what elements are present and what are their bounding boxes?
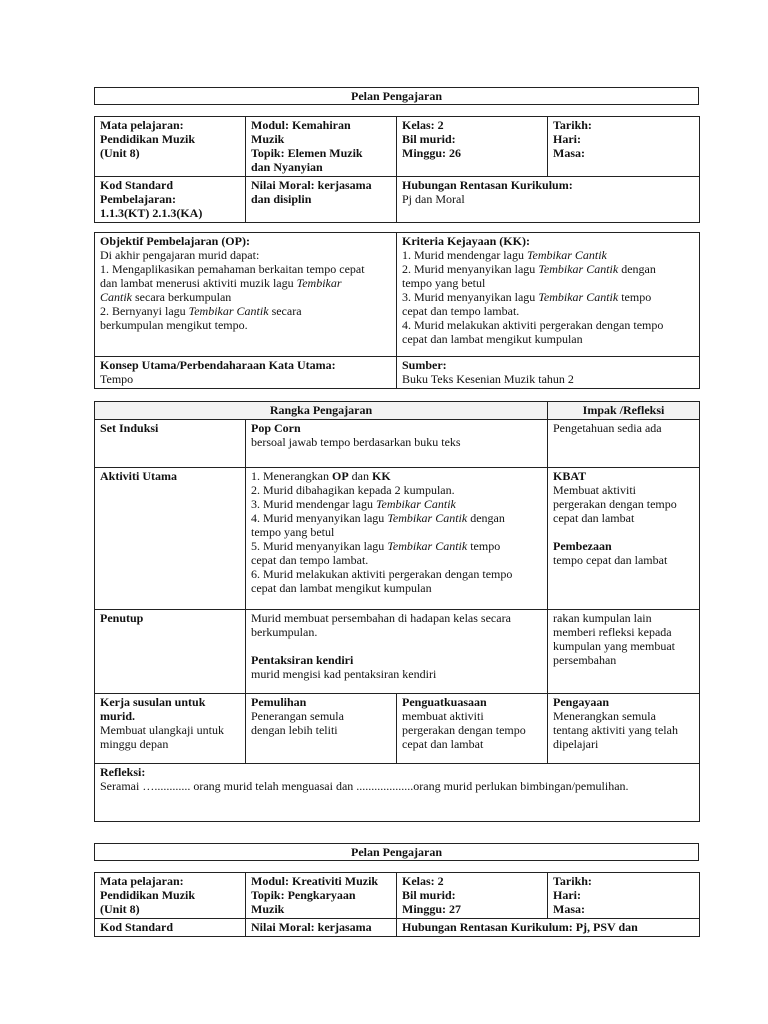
- self-assessment-label: Pentaksiran kendiri: [251, 653, 354, 667]
- moral-cell: [246, 177, 397, 223]
- set-induction-desc: bersoal jawab tempo berdasarkan buku teks: [251, 435, 461, 449]
- remedial-line-1: Penerangan semula: [251, 709, 344, 723]
- kk-3b: cepat dan tempo lambat.: [402, 304, 520, 318]
- source-value: Buku Teks Kesenian Muzik tahun 2: [402, 372, 574, 386]
- op-2b: berkumpulan mengikut tempo.: [100, 318, 248, 332]
- time-label: Masa:: [553, 146, 585, 160]
- main-activity-impact: [548, 468, 700, 610]
- plan2-week: Minggu: 27: [402, 902, 462, 916]
- plan2-date-cell: [548, 873, 700, 919]
- kbat-line-1: Membuat aktiviti: [553, 483, 636, 497]
- follow-up-desc-1: Membuat ulangkaji untuk: [100, 723, 224, 737]
- song-title: Tembikar Cantik: [188, 304, 269, 318]
- closure-impact: [548, 610, 700, 694]
- remedial-line-2: dengan lebih teliti: [251, 723, 338, 737]
- plan2-info-table: [94, 872, 700, 937]
- module-line-1: Modul: Kemahiran: [251, 118, 351, 132]
- main-step-5b: cepat dan tempo lambat.: [251, 553, 369, 567]
- class-cell: [397, 117, 548, 177]
- op-2a: 2. Bernyanyi lagu Tembikar Cantik secara: [100, 304, 302, 318]
- song-title: Tembikar Cantik: [375, 497, 456, 511]
- set-induction-impact: Pengetahuan sedia ada: [548, 420, 700, 468]
- kk-2: 2. Murid menyanyikan lagu Tembikar Cantik dengan: [402, 262, 656, 276]
- cross-curriculum-value: Pj dan Moral: [402, 192, 465, 206]
- song-title: Tembikar: [296, 276, 342, 290]
- enrichment-line-1: Menerangkan semula: [553, 709, 656, 723]
- reinforcement-line-1: membuat aktiviti: [402, 709, 484, 723]
- remedial-label: Pemulihan: [251, 695, 307, 709]
- subject-unit: (Unit 8): [100, 146, 140, 160]
- plan2-moral: Nilai Moral: kerjasama: [246, 919, 397, 937]
- remedial-cell: [246, 694, 397, 764]
- plan2-title-bar: [94, 843, 699, 861]
- standard-line-2: Pembelajaran:: [100, 192, 176, 206]
- kk-3: 3. Murid menyanyikan lagu Tembikar Cantik tempo: [402, 290, 652, 304]
- module-line-2: Muzik: [251, 132, 285, 146]
- plan2-day: Hari:: [553, 888, 581, 902]
- framework-header: Rangka Pengajaran: [95, 402, 548, 420]
- framework-table: [94, 401, 700, 822]
- plan2-topic-1: Topik: Pengkaryaan: [251, 888, 356, 902]
- song-title: Cantik: [100, 290, 132, 304]
- kk-1: 1. Murid mendengar lagu Tembikar Cantik: [402, 248, 607, 262]
- main-step-6a: 6. Murid melakukan aktiviti pergerakan dengan tempo: [251, 567, 513, 581]
- standard-cell: [95, 177, 246, 223]
- closure-impact-3: kumpulan yang membuat: [553, 639, 675, 653]
- closure-line-2: berkumpulan.: [251, 625, 318, 639]
- song-title: Tembikar Cantik: [387, 539, 468, 553]
- closure-label: Penutup: [95, 610, 246, 694]
- main-step-6b: cepat dan lambat mengikut kumpulan: [251, 581, 432, 595]
- plan1-info-table: [94, 116, 700, 223]
- plan2-standard: Kod Standard: [95, 919, 246, 937]
- main-step-5: 5. Murid menyanyikan lagu Tembikar Cantik tempo: [251, 539, 501, 553]
- follow-up-label-1: Kerja susulan untuk: [100, 695, 206, 709]
- follow-up-label-2: murid.: [100, 709, 136, 723]
- kk-2b: tempo yang betul: [402, 276, 486, 290]
- plan2-subject-name: Pendidikan Muzik: [100, 888, 196, 902]
- op-1b: dan lambat menerusi aktiviti muzik lagu Tembikar: [100, 276, 342, 290]
- song-title: Tembikar Cantik: [387, 511, 468, 525]
- plan2-cross-curriculum: Hubungan Rentasan Kurikulum: Pj, PSV dan: [397, 919, 700, 937]
- concept-label: Konsep Utama/Perbendaharaan Kata Utama:: [100, 358, 336, 372]
- main-step-4: 4. Murid menyanyikan lagu Tembikar Cantik dengan: [251, 511, 505, 525]
- concept-value: Tempo: [100, 372, 134, 386]
- impact-header: Impak /Refleksi: [548, 402, 700, 420]
- plan2-module-cell: [246, 873, 397, 919]
- differentiation-value: tempo cepat dan lambat: [553, 553, 668, 567]
- main-step-1: 1. Menerangkan OP dan KK: [251, 469, 391, 483]
- plan1-title: Pelan Pengajaran: [95, 88, 699, 105]
- closure-content: [246, 610, 548, 694]
- students-label: Bil murid:: [402, 132, 456, 146]
- main-step-2: 2. Murid dibahagikan kepada 2 kumpulan.: [251, 483, 455, 497]
- day-label: Hari:: [553, 132, 581, 146]
- reflection-label: Refleksi:: [100, 765, 146, 779]
- plan2-class: Kelas: 2: [402, 874, 444, 888]
- op-1a: 1. Mengaplikasikan pemahaman berkaitan tempo cepat: [100, 262, 365, 276]
- enrichment-cell: [548, 694, 700, 764]
- kk-4a: 4. Murid melakukan aktiviti pergerakan dengan tempo: [402, 318, 664, 332]
- enrichment-line-3: dipelajari: [553, 737, 599, 751]
- moral-line-1: Nilai Moral: kerjasama: [251, 178, 372, 192]
- module-cell: [246, 117, 397, 177]
- self-assessment-value: murid mengisi kad pentaksiran kendiri: [251, 667, 437, 681]
- moral-line-2: dan disiplin: [251, 192, 312, 206]
- plan1-title-bar: [94, 87, 699, 105]
- plan2-title: Pelan Pengajaran: [95, 844, 699, 861]
- plan2-students: Bil murid:: [402, 888, 456, 902]
- plan2-subject-cell: [95, 873, 246, 919]
- plan2-subject-label: Mata pelajaran:: [100, 874, 184, 888]
- cross-curriculum-label: Hubungan Rentasan Kurikulum:: [402, 178, 573, 192]
- standard-line-1: Kod Standard: [100, 178, 174, 192]
- closure-impact-2: memberi refleksi kepada: [553, 625, 672, 639]
- closure-line-1: Murid membuat persembahan di hadapan kelas secara: [251, 611, 511, 625]
- reinforcement-label: Penguatkuasaan: [402, 695, 487, 709]
- topic-line-1: Topik: Elemen Muzik: [251, 146, 363, 160]
- week-value: Minggu: 26: [402, 146, 462, 160]
- follow-up-cell: [95, 694, 246, 764]
- song-title: Tembikar Cantik: [538, 262, 619, 276]
- subject-name: Pendidikan Muzik: [100, 132, 196, 146]
- reinforcement-line-3: cepat dan lambat: [402, 737, 484, 751]
- op-1c: Cantik secara berkumpulan: [100, 290, 232, 304]
- date-label: Tarikh:: [553, 118, 592, 132]
- date-cell: [548, 117, 700, 177]
- plan2-module: Modul: Kreativiti Muzik: [251, 874, 379, 888]
- op-label: Objektif Pembelajaran (OP):: [100, 234, 250, 248]
- enrichment-label: Pengayaan: [553, 695, 610, 709]
- main-activity-content: [246, 468, 548, 610]
- class-value: Kelas: 2: [402, 118, 444, 132]
- song-title: Tembikar Cantik: [538, 290, 619, 304]
- objectives-cell: [95, 233, 397, 357]
- main-activity-label: Aktiviti Utama: [95, 468, 246, 610]
- kk-4b: cepat dan lambat mengikut kumpulan: [402, 332, 583, 346]
- objectives-table: [94, 232, 700, 389]
- source-label: Sumber:: [402, 358, 447, 372]
- subject-label: Mata pelajaran:: [100, 118, 184, 132]
- op-intro: Di akhir pengajaran murid dapat:: [100, 248, 260, 262]
- song-title: Tembikar Cantik: [526, 248, 607, 262]
- set-induction-content: [246, 420, 548, 468]
- standard-line-3: 1.1.3(KT) 2.1.3(KA): [100, 206, 203, 220]
- source-cell: [397, 357, 700, 389]
- kbat-line-2: pergerakan dengan tempo: [553, 497, 677, 511]
- reflection-cell: [95, 764, 700, 822]
- enrichment-line-2: tentang aktiviti yang telah: [553, 723, 678, 737]
- cross-curriculum-cell: [397, 177, 700, 223]
- closure-impact-1: rakan kumpulan lain: [553, 611, 652, 625]
- subject-cell: [95, 117, 246, 177]
- kbat-line-3: cepat dan lambat: [553, 511, 635, 525]
- plan2-class-cell: [397, 873, 548, 919]
- success-criteria-cell: [397, 233, 700, 357]
- plan2-topic-2: Muzik: [251, 902, 285, 916]
- plan2-date: Tarikh:: [553, 874, 592, 888]
- main-step-4b: tempo yang betul: [251, 525, 335, 539]
- plan2-time: Masa:: [553, 902, 585, 916]
- plan2-subject-unit: (Unit 8): [100, 902, 140, 916]
- main-step-3: 3. Murid mendengar lagu Tembikar Cantik: [251, 497, 456, 511]
- closure-impact-4: persembahan: [553, 653, 617, 667]
- kk-label: Kriteria Kejayaan (KK):: [402, 234, 530, 248]
- reinforcement-line-2: pergerakan dengan tempo: [402, 723, 526, 737]
- concept-cell: [95, 357, 397, 389]
- set-induction-title: Pop Corn: [251, 421, 301, 435]
- differentiation-label: Pembezaan: [553, 539, 612, 553]
- topic-line-2: dan Nyanyian: [251, 160, 323, 174]
- follow-up-desc-2: minggu depan: [100, 737, 169, 751]
- reinforcement-cell: [397, 694, 548, 764]
- kbat-label: KBAT: [553, 469, 587, 483]
- reflection-text: Seramai …............ orang murid telah menguasai dan ...................orang murid perlukan bimbingan/pemulihan.: [100, 779, 629, 793]
- set-induction-label: Set Induksi: [95, 420, 246, 468]
